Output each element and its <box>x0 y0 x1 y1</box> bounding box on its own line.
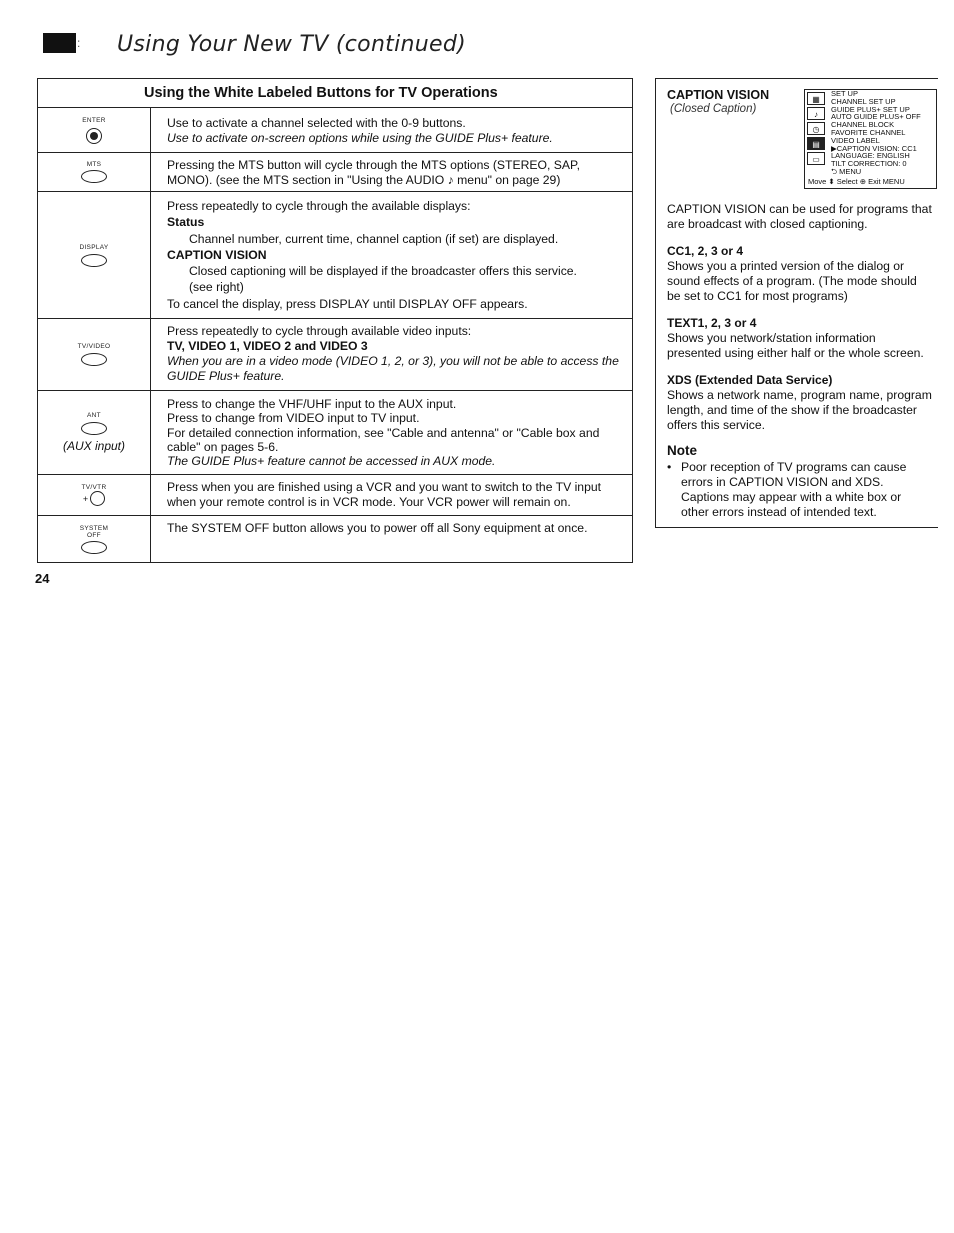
icon-cell <box>38 319 151 390</box>
buttons-table <box>37 78 633 563</box>
menu-items <box>831 90 921 176</box>
tv-vtr-description <box>151 475 632 515</box>
text-heading: TEXT1, 2, 3 or 4 <box>667 316 757 330</box>
caption-vision-heading: CAPTION VISION <box>667 88 770 102</box>
menu-footer: Move ⬍ Select ⊕ Exit MENU <box>808 177 905 186</box>
table-row-mts <box>38 153 632 192</box>
page-title: Using Your New TV (continued) <box>117 32 466 57</box>
tv-vtr-icon-group <box>83 491 105 506</box>
icon-cell <box>38 153 151 191</box>
tv-vtr-label: TV/VTR <box>81 484 107 491</box>
icon-cell <box>38 475 151 515</box>
table-row-display <box>38 192 632 319</box>
mts-label: MTS <box>86 161 102 168</box>
desc-line: Use to activate a channel selected with the 0-9 buttons. <box>167 116 466 130</box>
xds-text: Shows a network name, program name, program length, and time of the show if the broadcaster offers this service. <box>667 388 932 432</box>
desc-line: The SYSTEM OFF button allows you to power off all Sony equipment at once. <box>167 521 588 535</box>
table-row-ant <box>38 391 632 475</box>
cc-text: Shows you a printed version of the dialog or sound effects of a program. (The mode should be set to CC1 for most programs) <box>667 259 917 303</box>
page-number: 24 <box>35 571 50 586</box>
tv-vtr-button-icon <box>90 491 105 506</box>
desc-line: Press to change from VIDEO input to TV input. <box>167 411 420 426</box>
desc-line: The GUIDE Plus+ feature cannot be accessed in AUX mode. <box>167 454 496 469</box>
desc-line: MONO). (see the MTS section in "Using the AUDIO ♪ menu" on page 29) <box>167 173 561 187</box>
icon-cell <box>38 108 151 152</box>
desc-line: Press to change the VHF/UHF input to the AUX input. <box>167 397 457 411</box>
icon-cell <box>38 192 151 318</box>
desc-line: Pressing the MTS button will cycle through the MTS options (STEREO, SAP, <box>167 158 580 172</box>
setup-menu-icon: ▤ <box>807 137 825 150</box>
menu-item: VIDEO LABEL <box>831 135 880 145</box>
header-dots: : <box>77 36 81 50</box>
caption-vision-subheading: (Closed Caption) <box>670 103 757 115</box>
menu-item: GUIDE PLUS+ SET UP <box>831 104 910 114</box>
timer-menu-icon: ◷ <box>807 122 825 135</box>
desc-line: GUIDE Plus+ feature. <box>167 369 285 383</box>
menu-item: CHANNEL SET UP <box>831 96 896 106</box>
mts-button-icon <box>81 170 107 183</box>
aux-input-note: (AUX input) <box>62 439 126 453</box>
desc-line: Status <box>167 215 205 230</box>
off-label: OFF <box>87 531 101 539</box>
enter-button-icon <box>86 128 102 144</box>
table-row-enter <box>38 108 632 153</box>
desc-line: For detailed connection information, see "Cable and antenna" or "Cable box and <box>167 425 600 440</box>
note-heading: Note <box>667 443 697 458</box>
note-text: Poor reception of TV programs can cause errors in CAPTION VISION and XDS. Captions may appear with a white box or other errors instead of intended text. <box>681 460 907 519</box>
menu-item: FAVORITE CHANNEL <box>831 127 906 137</box>
bullet-dot: • <box>667 460 672 474</box>
table-row-tv-video <box>38 319 632 391</box>
menu-item: SET UP <box>831 89 858 98</box>
menu-item: AUTO GUIDE PLUS+ OFF <box>831 112 921 122</box>
cc-heading: CC1, 2, 3 or 4 <box>667 244 744 258</box>
desc-line: TV, VIDEO 1, VIDEO 2 and VIDEO 3 <box>167 339 368 353</box>
desc-line: Closed captioning will be displayed if the broadcaster offers this service. <box>189 264 577 279</box>
setup-menu-screenshot <box>804 89 937 189</box>
display-label: DISPLAY <box>79 243 109 251</box>
table-row-tv-vtr <box>38 475 632 516</box>
enter-label: ENTER <box>82 116 106 124</box>
guide-menu-icon: ▭ <box>807 152 825 165</box>
desc-line: Use to activate on-screen options while using the GUIDE Plus+ feature. <box>167 131 553 145</box>
table-row-system-off <box>38 516 632 562</box>
tv-video-description <box>151 319 632 390</box>
enter-description <box>151 108 632 152</box>
desc-line: To cancel the display, press DISPLAY until DISPLAY OFF appears. <box>167 296 528 311</box>
display-button-icon <box>81 254 107 267</box>
menu-item: CHANNEL BLOCK <box>831 120 895 130</box>
ant-label: ANT <box>87 412 101 419</box>
note-bullet <box>667 460 932 520</box>
desc-line: Press when you are finished using a VCR and you want to switch to the TV input <box>167 480 602 494</box>
system-off-button-icon <box>81 541 107 554</box>
table-title: Using the White Labeled Buttons for TV Operations <box>38 79 632 108</box>
menu-item: ⮌ MENU <box>831 166 862 176</box>
desc-line: Press repeatedly to cycle through the available displays: <box>167 199 471 213</box>
system-off-description <box>151 516 632 562</box>
desc-line: cable" on pages 5-6. <box>167 439 279 454</box>
desc-line: Press repeatedly to cycle through available video inputs: <box>167 324 472 338</box>
plus-sign: + <box>82 493 89 504</box>
ant-button-icon <box>81 422 107 435</box>
desc-line: (see right) <box>189 280 244 295</box>
tv-video-button-icon <box>81 353 107 366</box>
mts-description <box>151 153 632 191</box>
system-label: SYSTEM <box>79 524 109 532</box>
menu-icon-column <box>807 92 827 167</box>
desc-line: CAPTION VISION <box>167 247 267 262</box>
display-description <box>151 192 632 318</box>
desc-line: When you are in a video mode (VIDEO 1, 2, or 3), you will not be able to access the <box>167 354 619 368</box>
audio-menu-icon: ♪ <box>807 107 825 120</box>
video-menu-icon: ▦ <box>807 92 825 105</box>
icon-cell <box>38 516 151 562</box>
header-block-mark <box>43 33 76 53</box>
menu-item: LANGUAGE: ENGLISH <box>831 151 910 161</box>
text-text: Shows you network/station information presented using either half or the whole screen. <box>667 331 924 360</box>
menu-item-selected: ▶CAPTION VISION: CC1 <box>831 143 917 153</box>
desc-line: Channel number, current time, channel caption (if set) are displayed. <box>189 231 559 246</box>
icon-cell <box>38 391 151 474</box>
tv-video-label: TV/VIDEO <box>77 343 111 350</box>
ant-description <box>151 391 632 474</box>
menu-item: TILT CORRECTION: 0 <box>831 159 907 169</box>
xds-heading: XDS (Extended Data Service) <box>667 373 833 387</box>
desc-line: when your remote control is in VCR mode. Your VCR power will remain on. <box>167 495 571 509</box>
caption-intro: CAPTION VISION can be used for programs that are broadcast with closed captioning. <box>667 202 932 231</box>
